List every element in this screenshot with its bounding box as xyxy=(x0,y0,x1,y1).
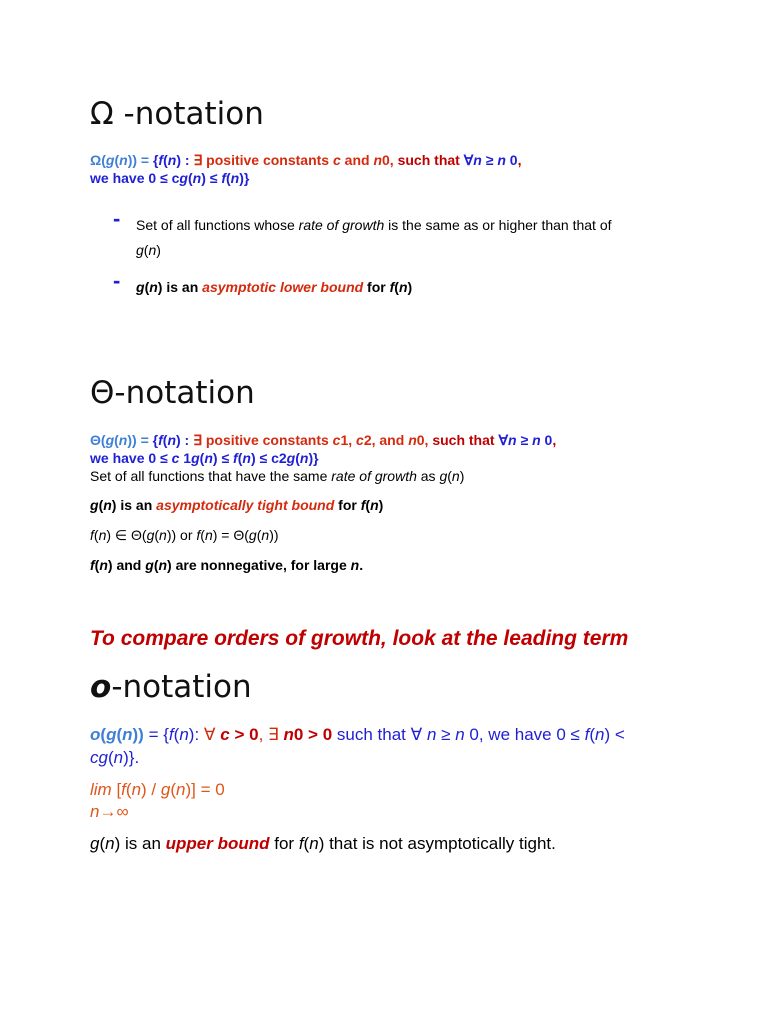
theta-description: Set of all functions that have the same rate of growth as g(n) xyxy=(90,468,465,484)
theta-nonnegative: f(n) and g(n) are nonnegative, for large n. xyxy=(90,557,364,573)
theta-membership: f(n) ∈ Θ(g(n)) or f(n) = Θ(g(n)) xyxy=(90,527,279,543)
theta-heading xyxy=(90,375,255,411)
little-o-heading-text: -notation xyxy=(111,669,252,705)
little-o-upper-bound: g(n) is an upper bound for f(n) that is not asymptotically tight. xyxy=(90,834,556,853)
omega-symbol: Ω xyxy=(90,96,114,132)
compare-orders-note: To compare orders of growth, look at the leading term xyxy=(90,627,629,650)
little-o-definition-line1: o(g(n)) = {f(n): ∀ c > 0, ∃ n0 > 0 such that ∀ n ≥ n 0, we have 0 ≤ f(n) < xyxy=(90,725,625,744)
omega-bullet1-line2: g(n) xyxy=(136,242,161,258)
little-o-symbol: o xyxy=(90,669,112,705)
omega-heading xyxy=(90,96,264,132)
theta-heading-text: -notation xyxy=(114,375,255,411)
omega-bullet1-line1: Set of all functions whose rate of growth is the same as or higher than that of xyxy=(136,217,612,233)
theta-definition-line1: Θ(g(n)) = {f(n) : ∃ positive constants c1, c2, and n0, such that ∀n ≥ n 0, xyxy=(90,432,557,448)
little-o-definition-line2: cg(n)}. xyxy=(90,748,140,767)
theta-tight-bound: g(n) is an asymptotically tight bound for f(n) xyxy=(90,497,384,513)
omega-heading-text: -notation xyxy=(113,96,264,132)
bullet-marker: - xyxy=(113,268,121,293)
little-o-limit-subscript: n→∞ xyxy=(90,802,129,821)
little-o-heading xyxy=(90,669,252,705)
omega-bullet2: g(n) is an asymptotic lower bound for f(n) xyxy=(136,279,413,295)
theta-definition-line2: we have 0 ≤ c 1g(n) ≤ f(n) ≤ c2g(n)} xyxy=(90,450,319,466)
theta-symbol: Θ xyxy=(90,375,115,411)
omega-definition-line2: we have 0 ≤ cg(n) ≤ f(n)} xyxy=(90,170,250,186)
little-o-limit: lim [f(n) / g(n)] = 0 xyxy=(90,780,225,799)
omega-definition-line1: Ω(g(n)) = {f(n) : ∃ positive constants c and n0, such that ∀n ≥ n 0, xyxy=(90,152,522,168)
bullet-marker: - xyxy=(113,206,121,231)
